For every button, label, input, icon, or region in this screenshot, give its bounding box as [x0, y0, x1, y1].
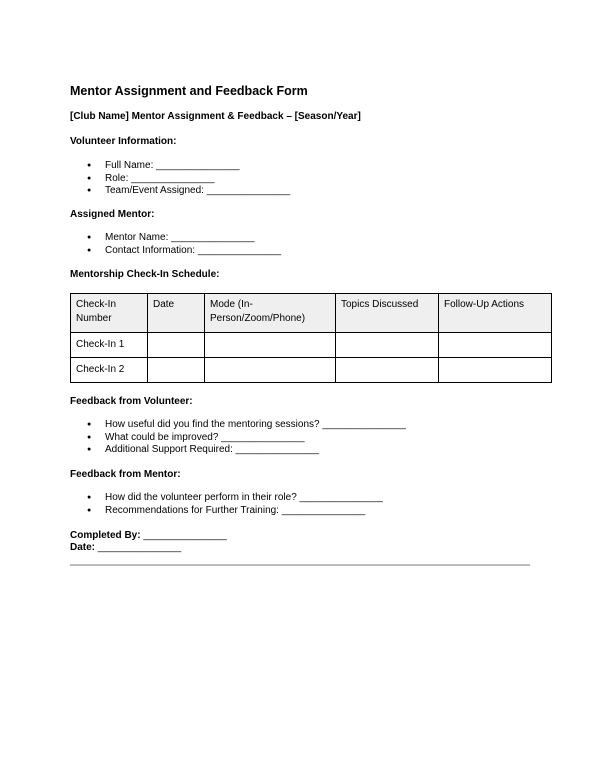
table-cell: Check-In 2 — [71, 358, 148, 383]
volunteer-feedback-heading: Feedback from Volunteer: — [70, 396, 193, 407]
assigned-mentor-list — [70, 232, 281, 257]
horizontal-rule — [70, 564, 530, 566]
column-header: Mode (In-Person/Zoom/Phone) — [205, 294, 336, 333]
date-field[interactable]: _______________ — [97, 542, 182, 553]
table-cell[interactable] — [205, 358, 336, 383]
list-item: ● Additional Support Required: _______________ — [70, 444, 406, 457]
table-row — [71, 333, 552, 358]
column-header: Check-In Number — [71, 294, 148, 333]
volunteer-feedback-list — [70, 419, 406, 457]
list-item: ● Full Name: _______________ — [70, 160, 290, 173]
list-item: ● How did the volunteer perform in their role? _______________ — [70, 492, 383, 505]
table-cell[interactable] — [336, 358, 439, 383]
mentor-feedback-list — [70, 492, 383, 517]
mentor-feedback-heading: Feedback from Mentor: — [70, 469, 181, 480]
table-cell[interactable] — [148, 333, 205, 358]
list-item: ● Team/Event Assigned: _______________ — [70, 185, 290, 198]
schedule-heading: Mentorship Check-In Schedule: — [70, 269, 220, 280]
list-item: ● How useful did you find the mentoring sessions? _______________ — [70, 419, 406, 432]
volunteer-info-heading: Volunteer Information: — [70, 136, 177, 147]
column-header: Follow-Up Actions — [439, 294, 552, 333]
volunteer-info-list — [70, 160, 290, 198]
table-cell[interactable] — [439, 358, 552, 383]
column-header: Topics Discussed — [336, 294, 439, 333]
form-subtitle: [Club Name] Mentor Assignment & Feedback – [Season/Year] — [70, 111, 361, 122]
list-item: ● Contact Information: _______________ — [70, 245, 281, 258]
list-item: ● Role: _______________ — [70, 173, 290, 186]
table-header-row — [71, 294, 552, 333]
page-title: Mentor Assignment and Feedback Form — [70, 84, 308, 98]
completed-by-label: Completed By: — [70, 530, 141, 541]
date-label: Date: — [70, 542, 96, 553]
table-row — [71, 358, 552, 383]
completed-by-line — [70, 530, 227, 541]
table-cell[interactable] — [336, 333, 439, 358]
table-cell[interactable] — [439, 333, 552, 358]
table-cell[interactable] — [205, 333, 336, 358]
list-item: ● Mentor Name: _______________ — [70, 232, 281, 245]
list-item: ● What could be improved? _______________ — [70, 432, 406, 445]
completed-by-field[interactable]: _______________ — [143, 530, 227, 541]
assigned-mentor-heading: Assigned Mentor: — [70, 209, 155, 220]
table-cell[interactable] — [148, 358, 205, 383]
column-header: Date — [148, 294, 205, 333]
list-item: ● Recommendations for Further Training: _______________ — [70, 505, 383, 518]
date-line — [70, 542, 181, 553]
table-cell: Check-In 1 — [71, 333, 148, 358]
checkin-schedule-table — [70, 293, 552, 383]
